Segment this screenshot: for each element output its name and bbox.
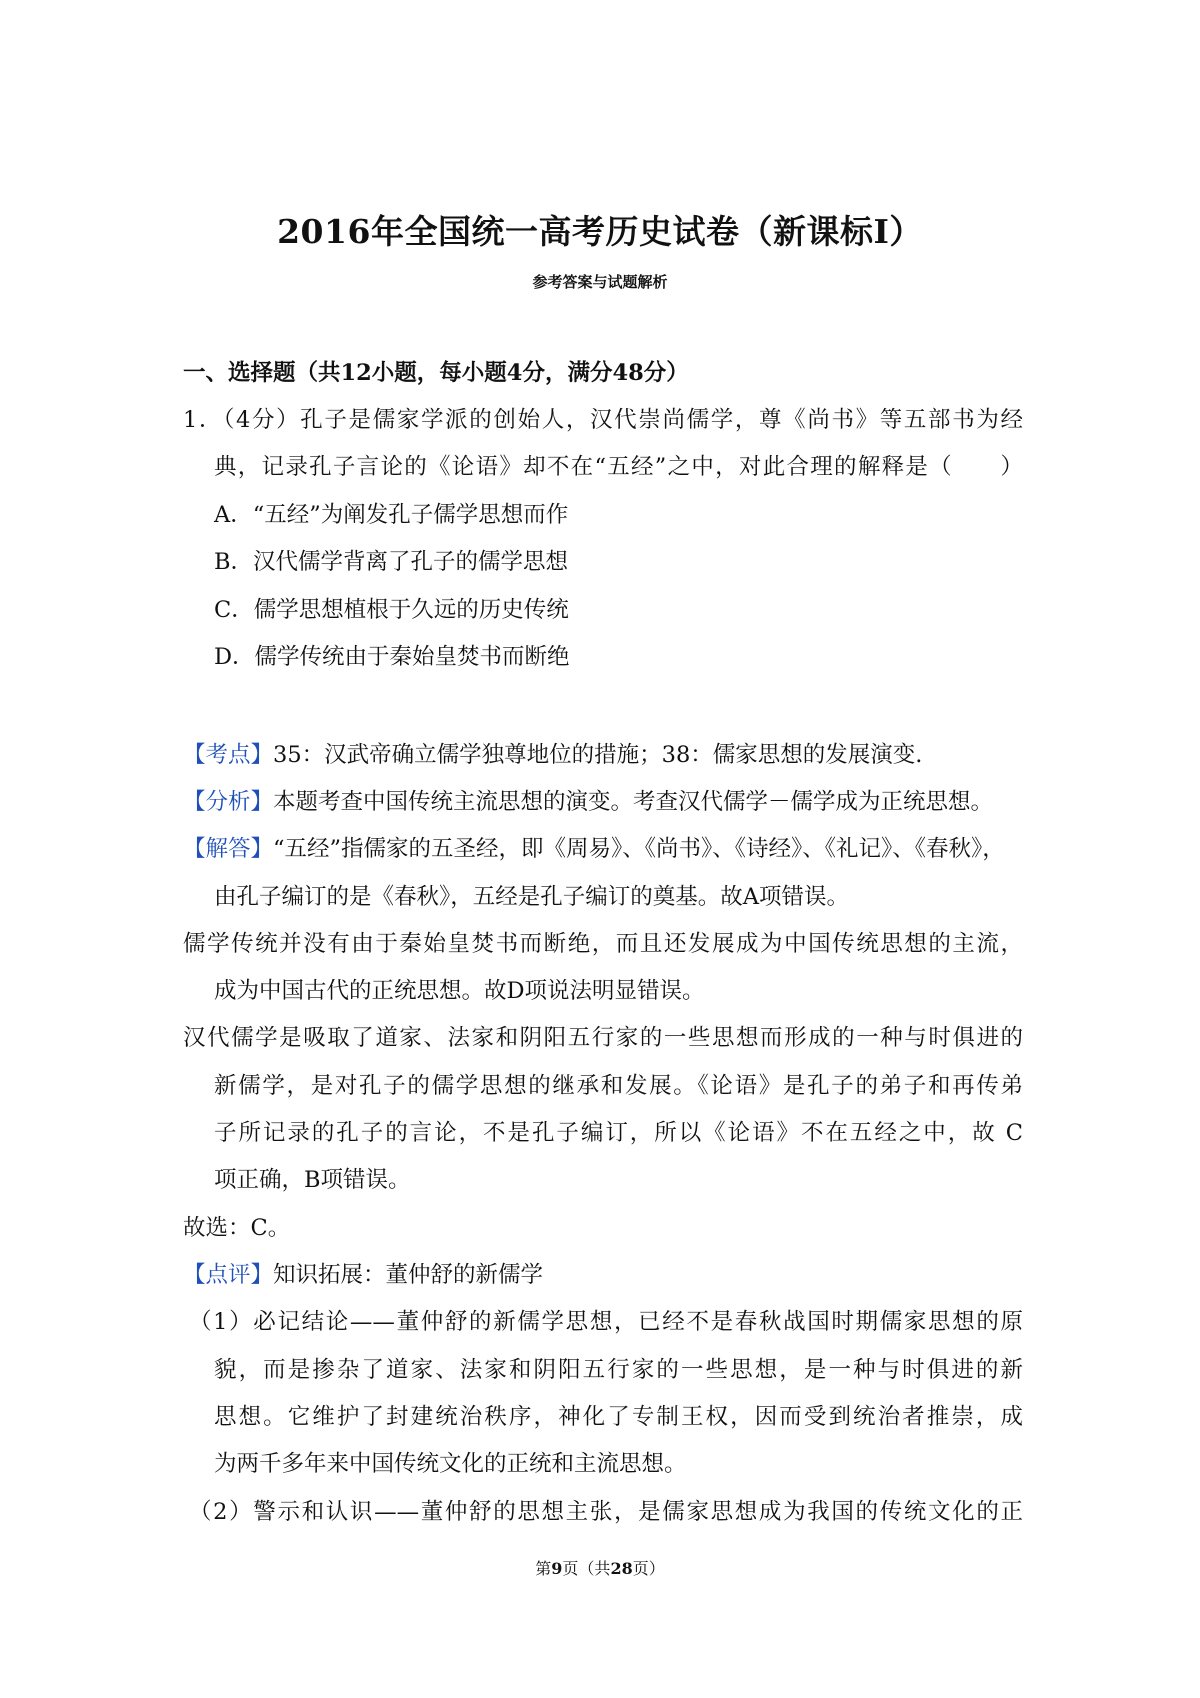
dianping-line bbox=[183, 1260, 543, 1290]
note-2-line-1: （2）警示和认识——董仲舒的思想主张，是儒家思想成为我国的传统文化的正 bbox=[189, 1499, 1023, 1525]
fenxi-text: 本题考查中国传统主流思想的演变。考查汉代儒学－儒学成为正统思想。 bbox=[273, 789, 994, 815]
dianping-tag: 【点评】 bbox=[183, 1262, 274, 1288]
jieda-line-1 bbox=[183, 834, 1005, 864]
fenxi-tag: 【分析】 bbox=[183, 789, 274, 815]
dianping-text: 知识拓展：董仲舒的新儒学 bbox=[273, 1262, 544, 1288]
option-b: B．汉代儒学背离了孔子的儒学思想 bbox=[214, 549, 569, 575]
footer-suffix: 页） bbox=[632, 1559, 665, 1578]
question-stem-line-2: 典，记录孔子言论的《论语》却不在“五经”之中，对此合理的解释是（ ） bbox=[214, 454, 1023, 480]
footer-prefix: 第 bbox=[535, 1559, 552, 1578]
footer-page-number: 9 bbox=[551, 1559, 563, 1578]
paragraph-3-line-4: 项正确，B项错误。 bbox=[214, 1167, 411, 1193]
note-1-line-3: 思想。它维护了封建统治秩序，神化了专制王权，因而受到统治者推崇，成 bbox=[214, 1404, 1023, 1430]
option-d: D．儒学传统由于秦始皇焚书而断绝 bbox=[214, 644, 570, 670]
kaodian-line bbox=[183, 740, 922, 770]
kaodian-tag: 【考点】 bbox=[183, 742, 274, 768]
paragraph-2-line-2: 成为中国古代的正统思想。故D项说法明显错误。 bbox=[214, 978, 705, 1004]
footer-total-pages: 28 bbox=[610, 1559, 633, 1578]
page-footer bbox=[0, 1556, 1200, 1579]
paragraph-2-line-1: 儒学传统并没有由于秦始皇焚书而断绝，而且还发展成为中国传统思想的主流， bbox=[183, 931, 1023, 957]
paragraph-3-line-3: 子所记录的孔子的言论，不是孔子编订，所以《论语》不在五经之中，故 C bbox=[214, 1120, 1023, 1146]
note-1-line-1: （1）必记结论——董仲舒的新儒学思想，已经不是春秋战国时期儒家思想的原 bbox=[189, 1309, 1023, 1335]
paragraph-3-line-2: 新儒学，是对孔子的儒学思想的继承和发展。《论语》是孔子的弟子和再传弟 bbox=[214, 1073, 1023, 1099]
jieda-text: “五经”指儒家的五圣经，即《周易》、《尚书》、《诗经》、《礼记》、《春秋》， bbox=[273, 836, 1005, 862]
note-1-line-4: 为两千多年来中国传统文化的正统和主流思想。 bbox=[214, 1451, 687, 1477]
answer-line: 故选：C。 bbox=[183, 1215, 291, 1241]
option-c: C．儒学思想植根于久远的历史传统 bbox=[214, 597, 569, 623]
jieda-line-2: 由孔子编订的是《春秋》，五经是孔子编订的奠基。故A项错误。 bbox=[214, 884, 850, 910]
page-subtitle: 参考答案与试题解析 bbox=[532, 273, 668, 291]
option-a: A．“五经”为阐发孔子儒学思想而作 bbox=[214, 502, 569, 528]
page-title: 2016年全国统一高考历史试卷（新课标Ⅰ） bbox=[277, 212, 923, 251]
kaodian-text: 35：汉武帝确立儒学独尊地位的措施；38：儒家思想的发展演变. bbox=[273, 742, 923, 768]
fenxi-line bbox=[183, 787, 993, 817]
footer-middle: 页（共 bbox=[562, 1559, 611, 1578]
jieda-tag: 【解答】 bbox=[183, 836, 274, 862]
note-1-line-2: 貌，而是掺杂了道家、法家和阴阳五行家的一些思想，是一种与时俱进的新 bbox=[214, 1357, 1023, 1383]
question-stem-line-1: 1．（4分）孔子是儒家学派的创始人，汉代崇尚儒学，尊《尚书》等五部书为经 bbox=[183, 407, 1023, 433]
section-heading: 一、选择题（共12小题，每小题4分，满分48分） bbox=[183, 360, 689, 386]
paragraph-3-line-1: 汉代儒学是吸取了道家、法家和阴阳五行家的一些思想而形成的一种与时俱进的 bbox=[183, 1025, 1023, 1051]
